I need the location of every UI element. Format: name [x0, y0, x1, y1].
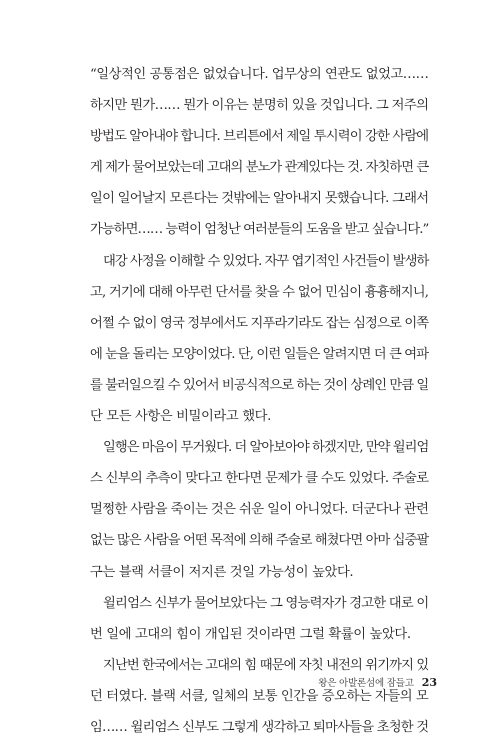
- text-line: 멀쩡한 사람을 죽이는 것은 쉬운 일이 아니었다. 더군다나 관련: [90, 502, 429, 518]
- text-line: 단 모든 사항은 비밀이라고 했다.: [90, 409, 271, 425]
- text-line: 가능하면…… 능력이 엄청난 여러분들의 도움을 받고 싶습니다.”: [90, 222, 429, 238]
- paragraph: [90, 588, 430, 650]
- text-line: 지난번 한국에서는 고대의 힘 때문에 자칫 내전의 위기까지 있: [103, 657, 429, 673]
- page-number: 23: [421, 676, 437, 689]
- text-line: “일상적인 공통점은 없었습니다. 업무상의 연관도 없었고……: [90, 67, 429, 82]
- text-line: 하지만 뭔가…… 뭔가 이유는 분명히 있을 것입니다. 그 저주의: [90, 98, 429, 114]
- paragraph: [90, 246, 430, 433]
- text-line: 를 불러일으킬 수 있어서 비공식적으로 하는 것이 상례인 만큼 일: [90, 377, 429, 393]
- body-text: [90, 59, 430, 743]
- text-line: 대강 사정을 이해할 수 있었다. 자꾸 엽기적인 사건들이 발생하: [103, 253, 429, 269]
- text-line: 일행은 마음이 무거웠다. 더 알아보아야 하겠지만, 만약 윌리엄: [103, 440, 429, 456]
- paragraph: [90, 650, 430, 743]
- text-line: 일이 일어날지 모른다는 것밖에는 알아내지 못했습니다. 그래서: [90, 191, 429, 207]
- text-line: 임…… 윌리엄스 신부도 그렇게 생각하고 퇴마사들을 초청한 것: [90, 719, 429, 735]
- running-title: 왕은 아발론섬에 잠들고: [318, 678, 414, 689]
- text-line: 구는 블랙 서클이 저지른 것일 가능성이 높았다.: [90, 564, 354, 580]
- text-line: 게 제가 물어보았는데 고대의 분노가 관계있다는 것. 자칫하면 큰: [90, 160, 429, 176]
- text-line: 없는 많은 사람을 어떤 목적에 의해 주술로 해쳤다면 아마 십중팔: [90, 533, 429, 549]
- text-line: 스 신부의 추측이 맞다고 한다면 문제가 클 수도 있었다. 주술로: [90, 471, 429, 487]
- paragraph-dialogue: [90, 59, 430, 246]
- text-line: 고, 거기에 대해 아무런 단서를 찾을 수 없어 민심이 흉흉해지니,: [90, 284, 429, 300]
- text-line: 번 일에 고대의 힘이 개입된 것이라면 그럴 확률이 높았다.: [90, 626, 411, 642]
- text-line: 어쩔 수 없이 영국 정부에서도 지푸라기라도 잡는 심정으로 이쪽: [90, 315, 429, 331]
- text-line: 에 눈을 돌리는 모양이었다. 단, 이런 일들은 알려지면 더 큰 여파: [90, 346, 429, 362]
- text-line: 윌리엄스 신부가 물어보았다는 그 영능력자가 경고한 대로 이: [103, 595, 429, 611]
- page-footer: [318, 675, 437, 689]
- text-line: 방법도 알아내야 합니다. 브리튼에서 제일 투시력이 강한 사람에: [90, 129, 429, 145]
- text-line: 던 터였다. 블랙 서클, 일체의 보통 인간을 증오하는 자들의 모: [90, 688, 429, 704]
- paragraph: [90, 432, 430, 587]
